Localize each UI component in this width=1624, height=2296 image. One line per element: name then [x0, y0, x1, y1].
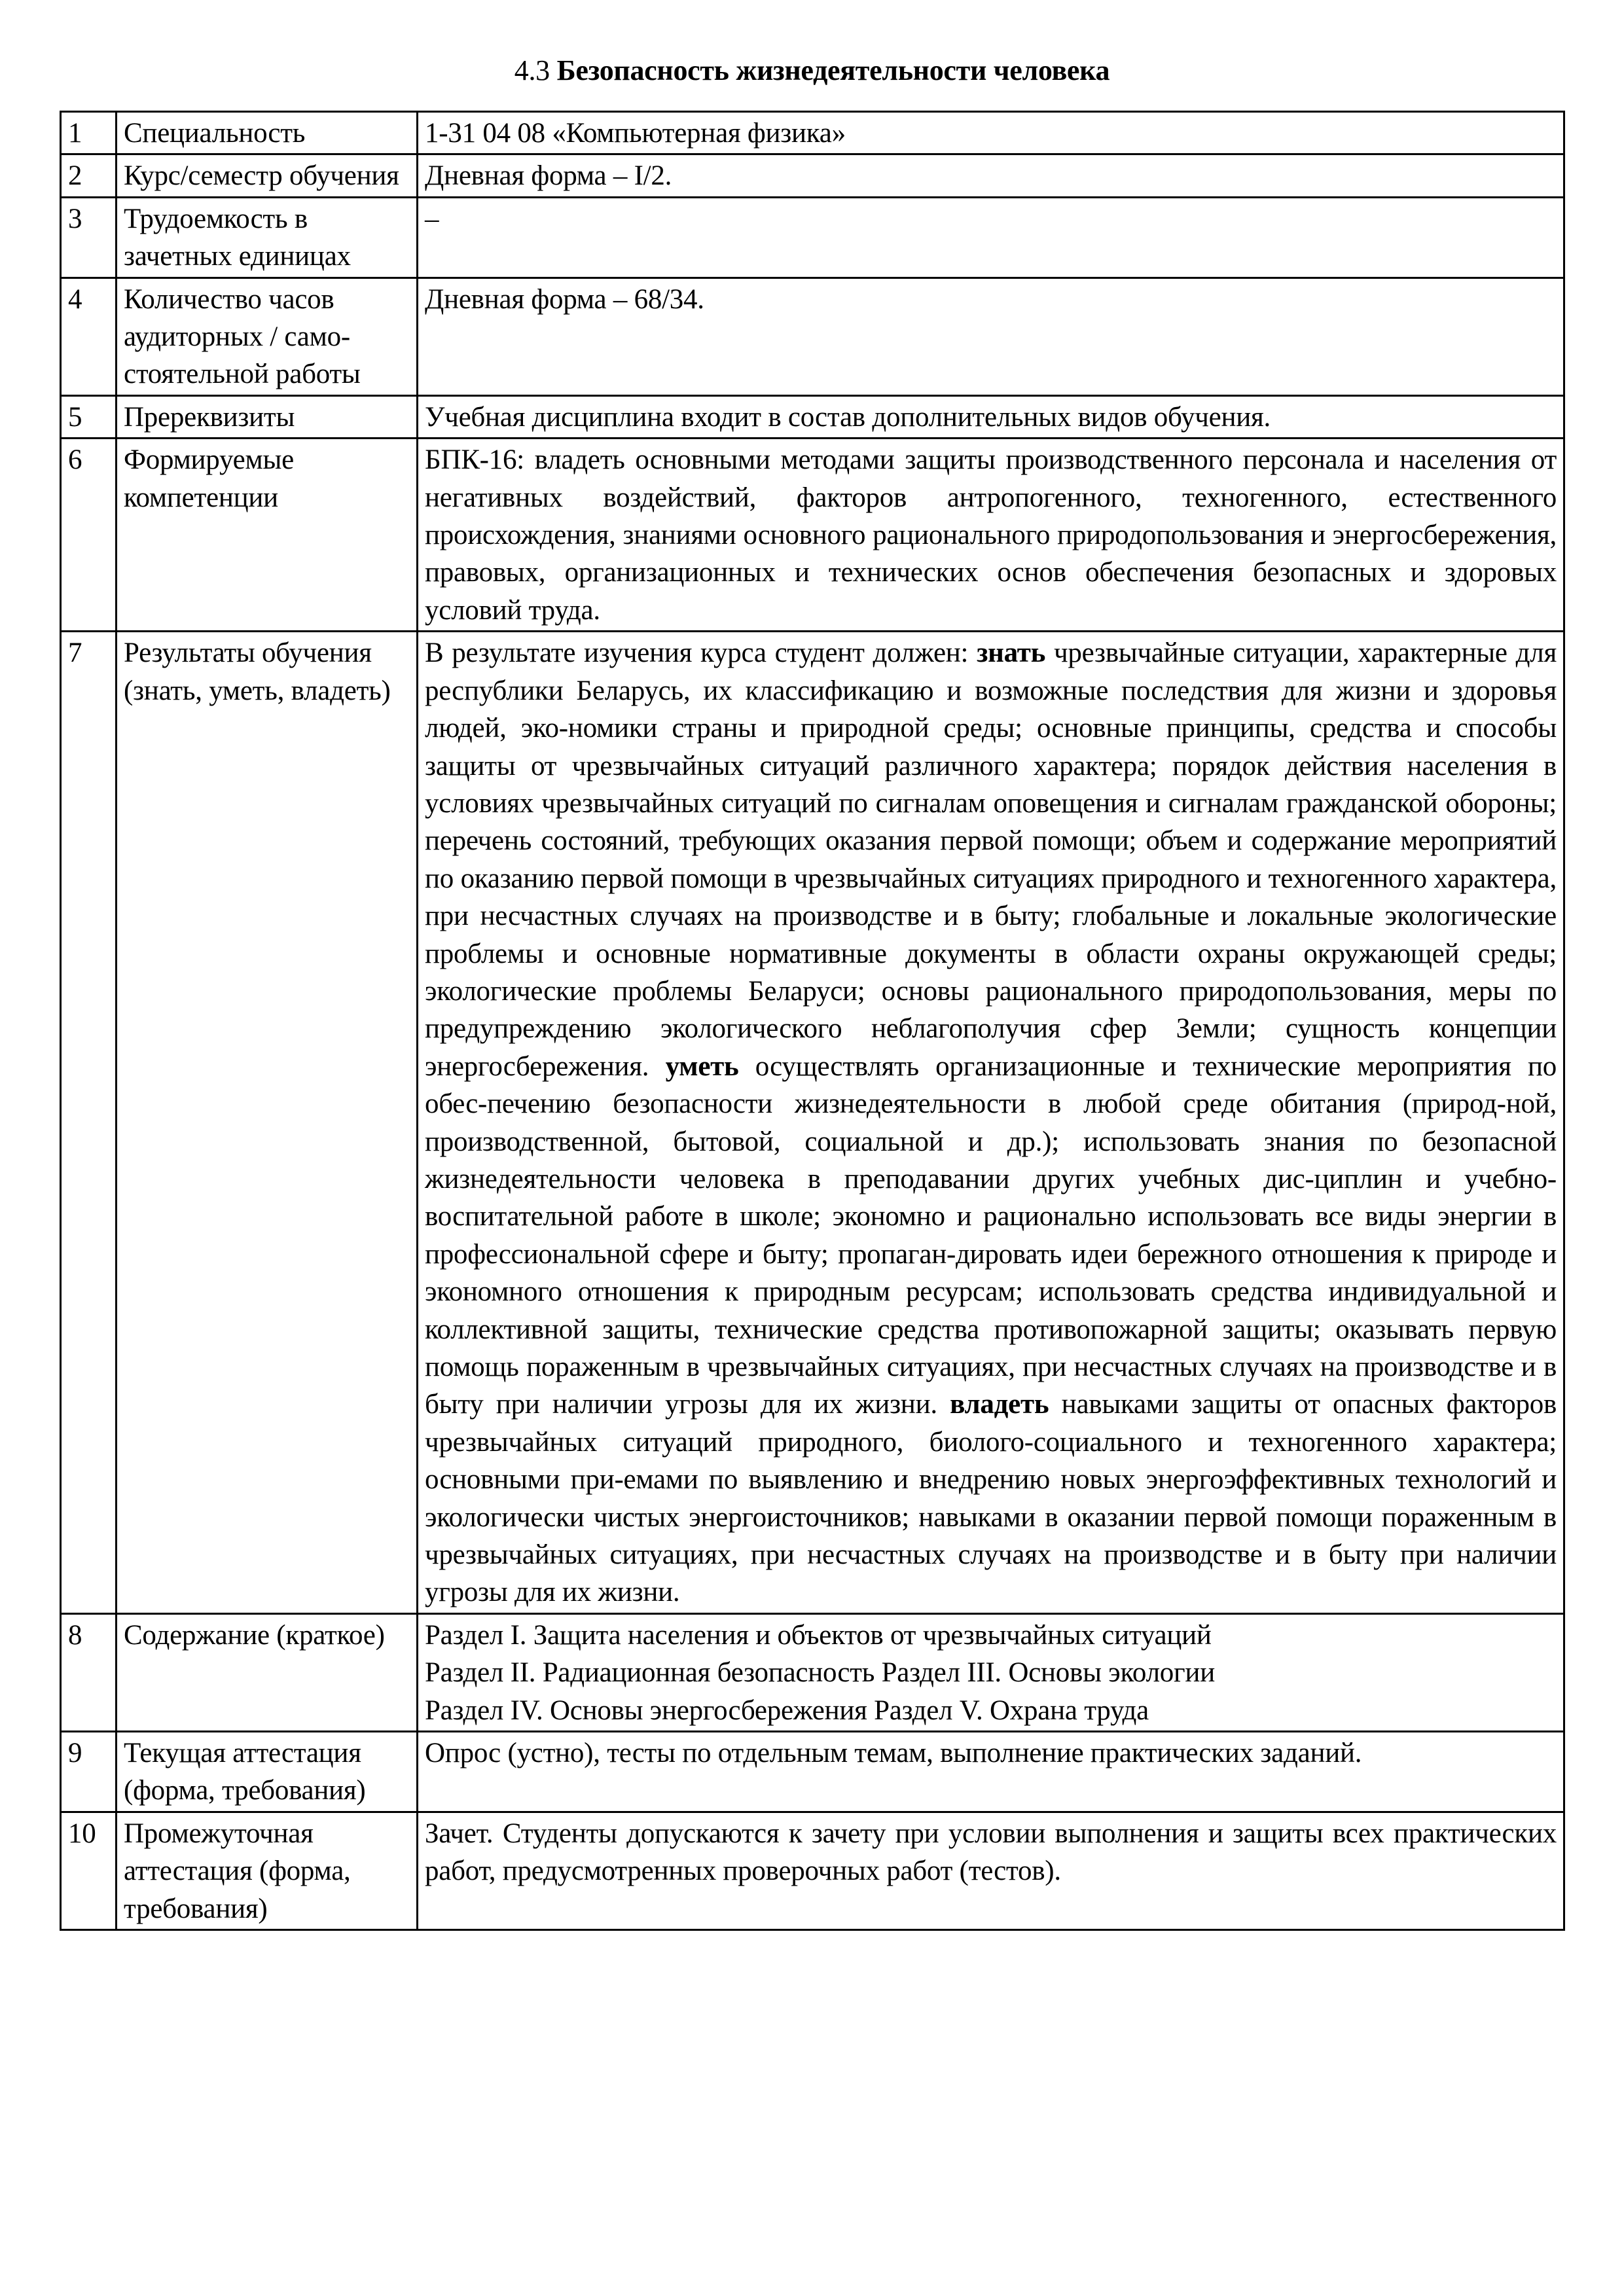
row-number: 7 — [61, 632, 117, 1614]
learning-outcomes — [418, 632, 1564, 1614]
row-value: Учебная дисциплина входит в состав дополнительных видов обучения. — [418, 395, 1564, 438]
page-title — [0, 52, 1624, 89]
table-row — [61, 112, 1564, 154]
outcomes-can: осуществлять организационные и технические мероприятия по обес-печению безопасности жизнедеятельности в любой среде обитания (природ-ной, производственной, бытовой, социальной и др.); использовать знания по безопасной жизнедеятельности человека в преподавании других учебных дис-циплин и учебно-воспитательной работе в школе; экономно и рационально использовать все виды энергии в профессиональной сфере и быту; пропаган-дировать идеи бережного отношения к природе и экономного отношения к природным ресурсам; использовать средства индивидуальной и коллективной защиты, технические средства противопожарной защиты; оказывать первую помощь пораженным в чрезвычайных ситуациях, при несчастных случаях на производстве и в быту при наличии угрозы для их жизни. — [425, 1050, 1557, 1420]
row-label: Количество часов аудиторных / само-стоятельной работы — [117, 278, 418, 395]
row-number: 3 — [61, 197, 117, 278]
content-sections — [418, 1613, 1564, 1731]
course-spec-table — [60, 111, 1565, 1931]
title-number: 4.3 — [514, 54, 550, 86]
row-label: Курс/семестр обучения — [117, 154, 418, 197]
row-value: Зачет. Студенты допускаются к зачету при условии выполнения и защиты всех практических работ, предусмотренных проверочных работ (тестов). — [418, 1812, 1564, 1929]
keyword-own: владеть — [950, 1389, 1049, 1420]
table-row — [61, 632, 1564, 1614]
table-row — [61, 395, 1564, 438]
section-line: Раздел IV. Основы энергосбережения Раздел V. Охрана труда — [425, 1695, 1149, 1726]
outcomes-own: навыками защиты от опасных факторов чрезвычайных ситуаций природного, биолого-социального и техногенного характера; основными при-емами по выявлению и внедрению новых энергоэффективных технологий и экологически чистых энергоисточников; навыками в оказании первой помощи пораженным в чрезвычайных ситуациях, при несчастных случаях на производстве и в быту при наличии угрозы для их жизни. — [425, 1389, 1557, 1608]
row-number: 1 — [61, 112, 117, 154]
table-row — [61, 1732, 1564, 1812]
row-label: Содержание (краткое) — [117, 1613, 418, 1731]
row-value: 1-31 04 08 «Компьютерная физика» — [418, 112, 1564, 154]
row-number: 8 — [61, 1613, 117, 1731]
row-value: Дневная форма – I/2. — [418, 154, 1564, 197]
row-label: Трудоемкость в зачетных единицах — [117, 197, 418, 278]
keyword-can: уметь — [665, 1050, 739, 1082]
row-number: 6 — [61, 439, 117, 632]
row-label: Промежуточная аттестация (форма, требования) — [117, 1812, 418, 1929]
table-row — [61, 439, 1564, 632]
row-number: 9 — [61, 1732, 117, 1812]
row-label: Текущая аттестация (форма, требования) — [117, 1732, 418, 1812]
table-row — [61, 197, 1564, 278]
row-value: Дневная форма – 68/34. — [418, 278, 1564, 395]
section-line: Раздел II. Радиационная безопасность Раздел III. Основы экологии — [425, 1657, 1215, 1689]
row-number: 5 — [61, 395, 117, 438]
table-row — [61, 154, 1564, 197]
row-label: Результаты обучения (знать, уметь, владеть) — [117, 632, 418, 1614]
row-number: 4 — [61, 278, 117, 395]
row-value: БПК-16: владеть основными методами защиты производственного персонала и населения от негативных воздействий, факторов антропогенного, техногенного, естественного происхождения, знаниями основного рационального природопользования и энергосбережения, правовых, организационных и технических основ обеспечения безопасных и здоровых условий труда. — [418, 439, 1564, 632]
table-row — [61, 1812, 1564, 1929]
row-label: Пререквизиты — [117, 395, 418, 438]
row-value: Опрос (устно), тесты по отдельным темам, выполнение практических заданий. — [418, 1732, 1564, 1812]
row-label: Специальность — [117, 112, 418, 154]
title-text: Безопасность жизнедеятельности человека — [556, 54, 1110, 86]
table-row — [61, 1613, 1564, 1731]
keyword-know: знать — [977, 637, 1046, 669]
table-row — [61, 278, 1564, 395]
outcomes-intro: В результате изучения курса студент должен: — [425, 637, 977, 669]
section-line: Раздел I. Защита населения и объектов от чрезвычайных ситуаций — [425, 1619, 1212, 1651]
row-number: 10 — [61, 1812, 117, 1929]
outcomes-know: чрезвычайные ситуации, характерные для республики Беларусь, их классификацию и возможные последствия для жизни и здоровья людей, эко-номики страны и природной среды; основные принципы, средства и способы защиты от чрезвычайных ситуаций различного характера; порядок действия населения в условиях чрезвычайных ситуаций по сигналам оповещения и сигналам гражданской обороны; перечень состояний, требующих оказания первой помощи; объем и содержание мероприятий по оказанию первой помощи в чрезвычайных ситуациях природного и техногенного характера, при несчастных случаях на производстве и в быту; глобальные и локальные экологические проблемы и основные нормативные документы в области охраны окружающей среды; экологические проблемы Беларуси; основы рационального природопользования, меры по предупреждению экологического неблагополучия сфер Земли; сущность концепции энергосбережения. — [425, 637, 1557, 1082]
row-value: – — [418, 197, 1564, 278]
row-label: Формируемые компетенции — [117, 439, 418, 632]
row-number: 2 — [61, 154, 117, 197]
